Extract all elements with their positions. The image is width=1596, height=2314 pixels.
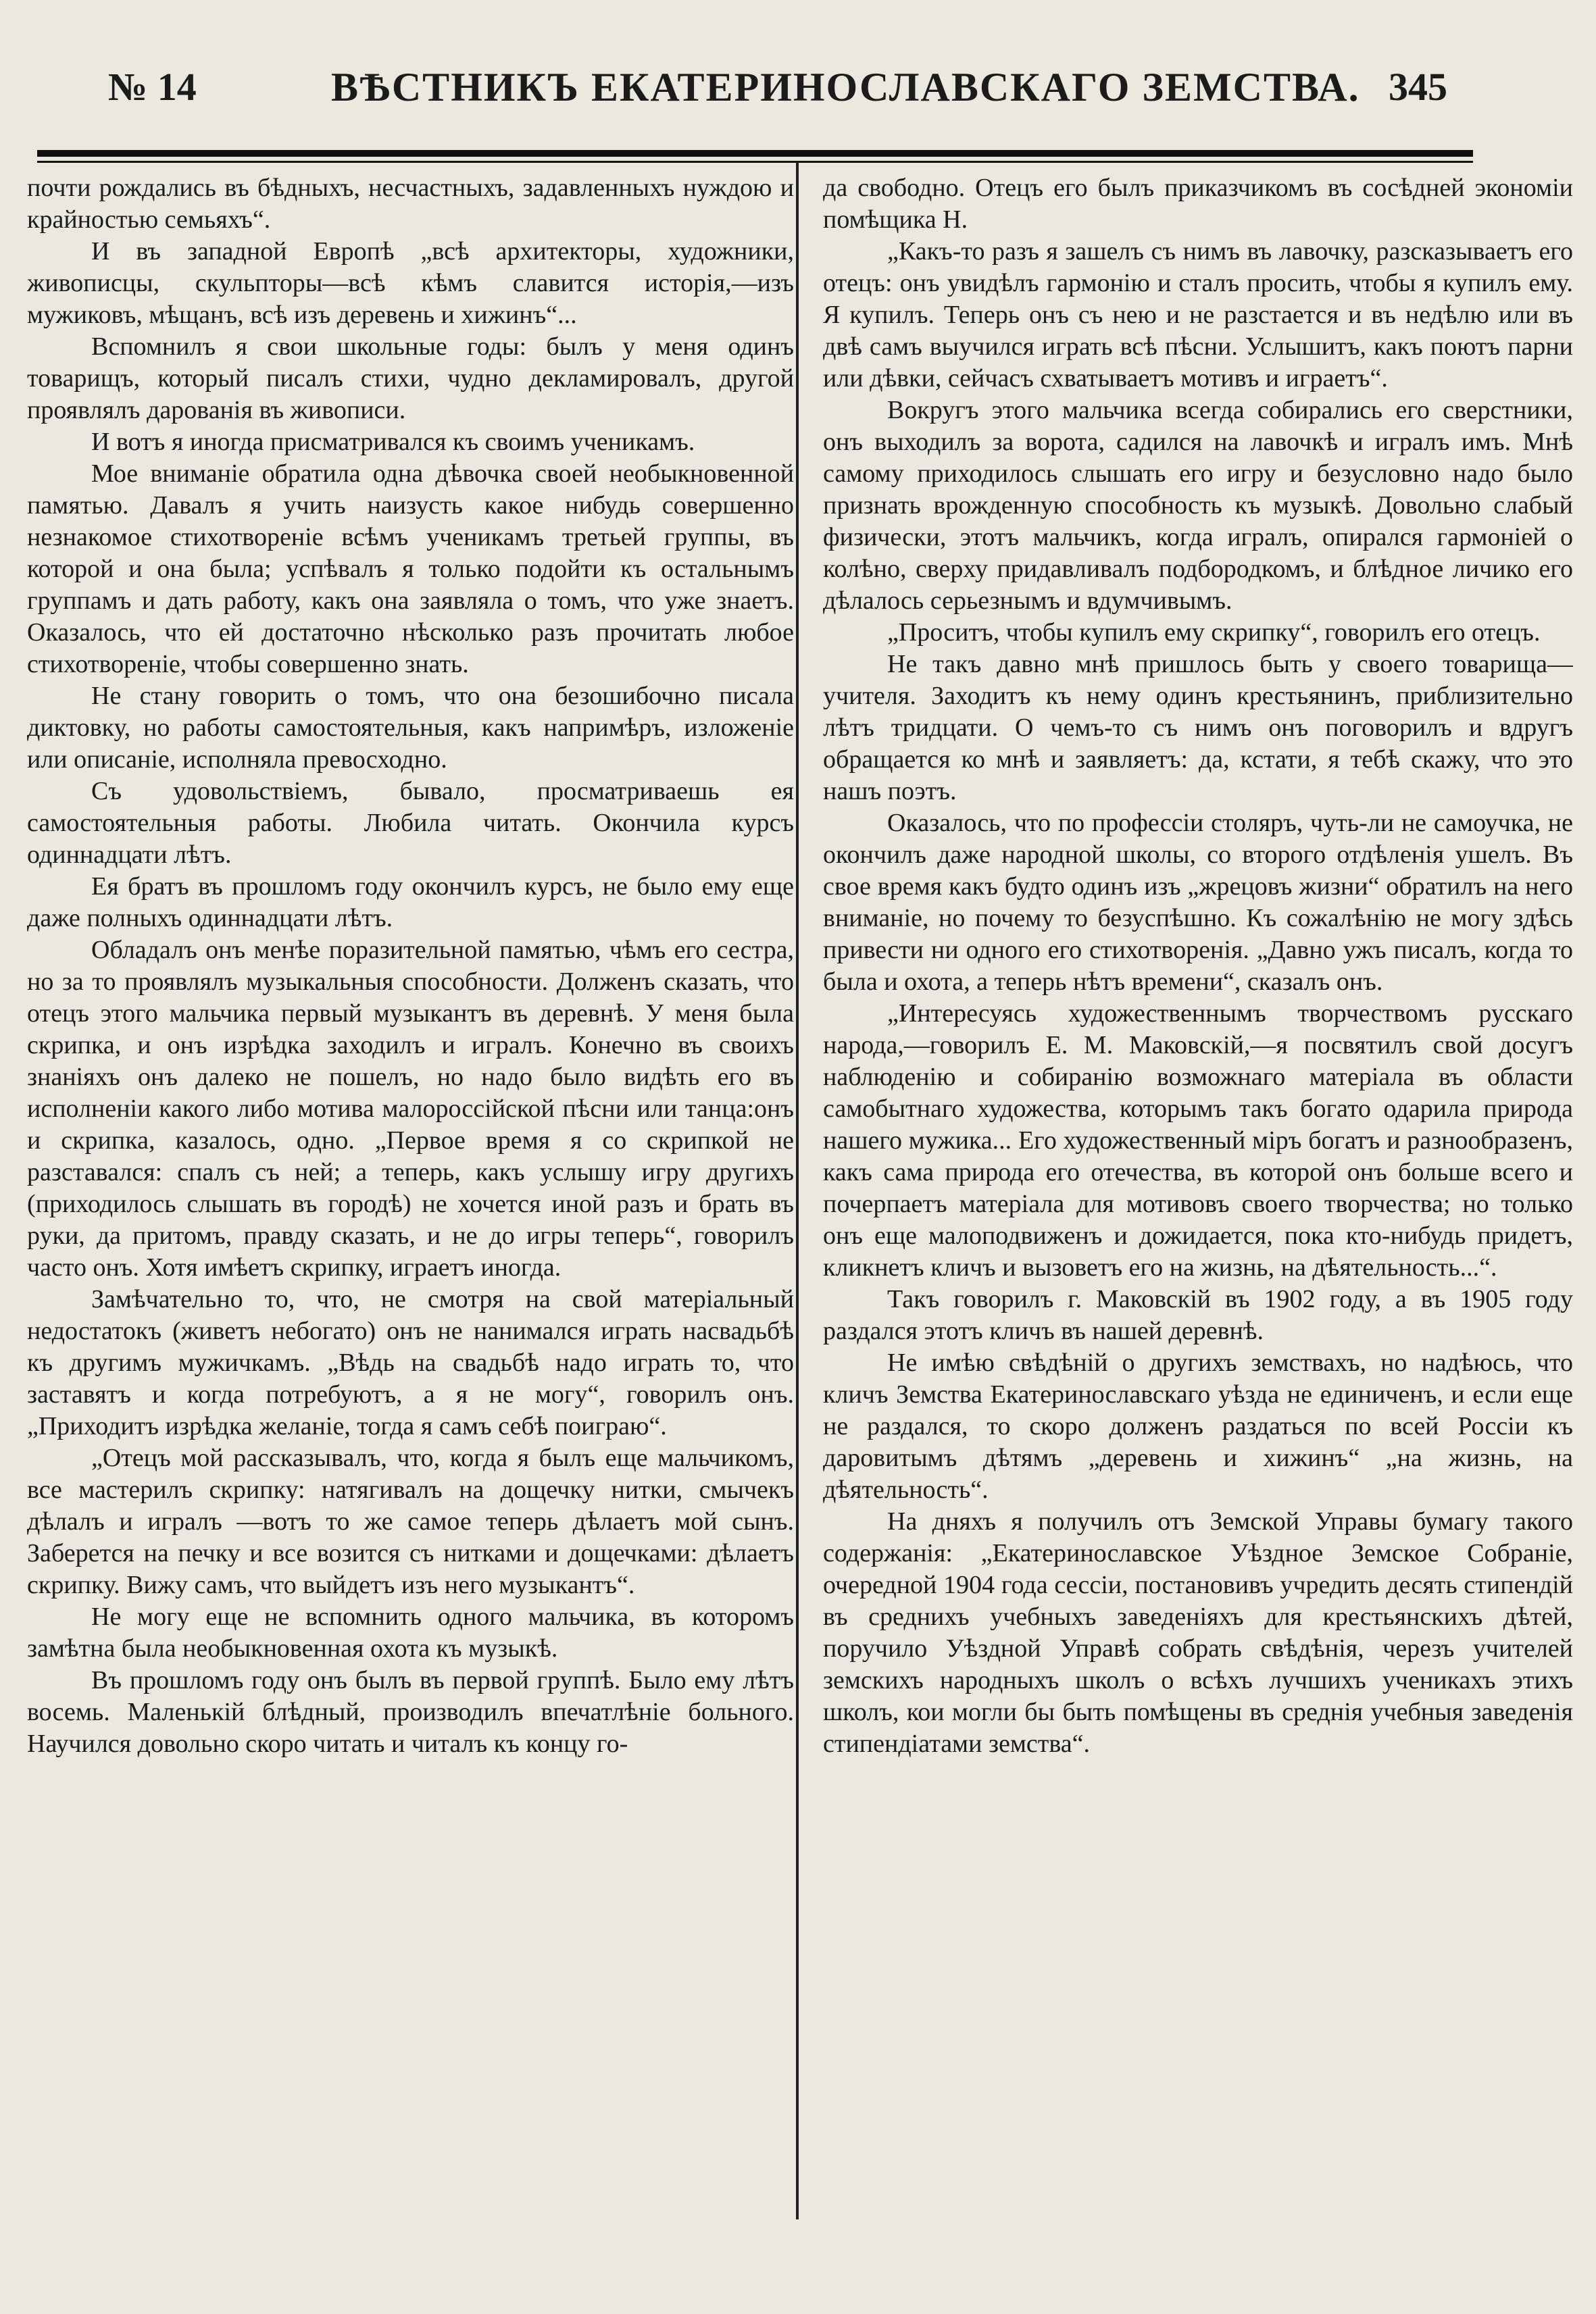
paragraph: „Отецъ мой рассказывалъ, что, когда я былъ еще мальчикомъ, все мастерилъ скрипку: натягивалъ на дощечку нитки, смычекъ дѣлалъ и игралъ —вотъ то же самое теперь дѣлаетъ мой сынъ. Заберется на печку и все возится съ нитками и дощечками: дѣлаетъ скрипку. Вижу самъ, что выйдетъ изъ него музыкантъ“.: [27, 1444, 794, 1599]
paragraph: „Проситъ, чтобы купилъ ему скрипку“, говорилъ его отецъ.: [887, 618, 1541, 647]
paragraph: Такъ говорилъ г. Маковскій въ 1902 году, а въ 1905 году раздался этотъ кличъ въ нашей деревнѣ.: [823, 1285, 1573, 1345]
paragraph: Не стану говорить о томъ, что она безошибочно писала диктовку, но работы самостоятельныя, какъ напримѣръ, изложеніе или описаніе, исполняла превосходно.: [27, 682, 794, 774]
paragraph: И въ западной Европѣ „всѣ архитекторы, художники, живописцы, скульпторы—всѣ кѣмъ славится исторія,—изъ мужиковъ, мѣщанъ, всѣ изъ деревень и хижинъ“...: [27, 237, 794, 329]
paragraph: На дняхъ я получилъ отъ Земской Управы бумагу такого содержанія: „Екатеринославское Уѣздное Земское Собраніе, очередной 1904 года сессіи, постановивъ учредить десять стипендій въ среднихъ учебныхъ заведеніяхъ для крестьянскихъ дѣтей, поручило Уѣздной Управѣ собрать свѣдѣнія, черезъ учителей земскихъ народныхъ школъ о всѣхъ лучшихъ ученикахъ этихъ школъ, кои могли бы быть помѣщены въ среднія учебныя заведенія стипендіатами земства“.: [823, 1507, 1573, 1758]
paragraph: „Интересуясь художественнымъ творчествомъ русскаго народа,—говорилъ Е. М. Маковскій,—я посвятилъ свой досугъ наблюденію и собиранію возможнаго матеріала въ области самобытнаго художества, которымъ такъ богато одарила природа нашего мужика... Его художественный міръ богатъ и разнообразенъ, какъ сама природа его отечества, въ которой онъ больше всего и почерпаетъ матеріала для мотивовъ своего творчества; но только онъ еще малоподвиженъ и дожидается, пока кто-нибудь придетъ, кликнетъ кличъ и вызоветъ его на жизнь, на дѣятельность...“.: [823, 999, 1573, 1282]
issue-number: № 14: [108, 65, 197, 109]
paragraph: Оказалось, что по профессіи столяръ, чуть-ли не самоучка, не окончилъ даже народной школы, со второго отдѣленія ушелъ. Въ свое время какъ будто одинъ изъ „жрецовъ жизни“ обратилъ на него вниманіе, но почему то безуспѣшно. Къ сожалѣнію не могу здѣсь привести ни одного его стихотворенія. „Давно ужъ писалъ, когда то была и охота, а теперь нѣтъ времени“, сказалъ онъ.: [823, 809, 1573, 996]
paragraph: „Какъ-то разъ я зашелъ съ нимъ въ лавочку, разсказываетъ его отецъ: онъ увидѣлъ гармонію и сталъ просить, чтобы я купилъ ему. Я купилъ. Теперь онъ съ нею и не разстается и въ недѣлю или въ двѣ самъ выучился играть всѣ пѣсни. Услышитъ, какъ поютъ парни или дѣвки, сейчасъ схватываетъ мотивъ и играетъ“.: [823, 237, 1573, 393]
header-rule-thin: [37, 161, 1473, 163]
paragraph: Вокругъ этого мальчика всегда собирались его сверстники, онъ выходилъ за ворота, садился на лавочкѣ и игралъ имъ. Мнѣ самому приходилось слышать его игру и безусловно надо было признать врожденную способность къ музыкѣ. Довольно слабый физически, этотъ мальчикъ, когда игралъ, опирался гармоніей о колѣно, сверху придавливалъ подбородкомъ, и блѣдное личико его дѣлалось серьезнымъ и вдумчивымъ.: [823, 396, 1573, 615]
paragraph: Обладалъ онъ менѣе поразительной памятью, чѣмъ его сестра, но за то проявлялъ музыкальныя способности. Долженъ сказать, что отецъ этого мальчика первый музыкантъ въ деревнѣ. У меня была скрипка, и онъ изрѣдка заходилъ и игралъ. Конечно въ своихъ знаніяхъ онъ далеко не пошелъ, но надо было видѣть его въ исполненіи какого либо мотива малороссійской пѣсни или танца:онъ и скрипка, казалось, одно. „Первое время я со скрипкой не разставался: спалъ съ ней; а теперь, какъ услышу игру другихъ (приходилось слышать въ городѣ) не хочется иной разъ и брать въ руки, да притомъ, правду сказать, и не до игры теперь“, говорилъ часто онъ. Хотя имѣетъ скрипку, играетъ иногда.: [27, 936, 794, 1282]
right-column: [823, 172, 1573, 2213]
paragraph: Мое вниманіе обратила одна дѣвочка своей необыкновенной памятью. Давалъ я учить наизусть какое нибудь совершенно незнакомое стихотвореніе всѣмъ ученикамъ третьей группы, въ которой и она была; успѣвалъ я только подойти къ остальнымъ группамъ и дать работу, какъ она заявляла о томъ, что уже знаетъ. Оказалось, что ей достаточно нѣсколько разъ прочитать любое стихотвореніе, чтобы совершенно знать.: [27, 459, 794, 678]
paragraph: Вспомнилъ я свои школьные годы: былъ у меня одинъ товарищъ, который писалъ стихи, чудно декламировалъ, другой проявлялъ дарованія въ живописи.: [27, 332, 794, 424]
paragraph: Съ удовольствіемъ, бывало, просматриваешь ея самостоятельныя работы. Любила читать. Окончила курсъ одиннадцати лѣтъ.: [27, 777, 794, 869]
paragraph: да свободно. Отецъ его былъ приказчикомъ въ сосѣдней экономіи помѣщика Н.: [823, 174, 1573, 234]
journal-title: ВѢСТНИКЪ ЕКАТЕРИНОСЛАВСКАГО ЗЕМСТВА.: [331, 65, 1360, 109]
paragraph: Не имѣю свѣдѣній о другихъ земствахъ, но надѣюсь, что кличъ Земства Екатеринославскаго уѣзда не единиченъ, и если еще не раздался, то скоро долженъ раздаться по всей Россіи къ даровитымъ дѣтямъ „деревень и хижинъ“ „на жизнь, на дѣятельность“.: [823, 1349, 1573, 1504]
page-number: 345: [1389, 65, 1447, 109]
paragraph: почти рождались въ бѣдныхъ, несчастныхъ, задавленныхъ нуждою и крайностью семьяхъ“.: [27, 174, 794, 234]
paragraph: Въ прошломъ году онъ былъ въ первой группѣ. Было ему лѣтъ восемь. Маленькій блѣдный, производилъ впечатлѣніе больного. Научился довольно скоро читать и читалъ къ концу го-: [27, 1666, 794, 1758]
header-rule-thick: [37, 150, 1473, 157]
paragraph: Не такъ давно мнѣ пришлось быть у своего товарища—учителя. Заходитъ къ нему одинъ крестьянинъ, приблизительно лѣтъ тридцати. О чемъ-то съ нимъ онъ поговорилъ и вдругъ обращается ко мнѣ и заявляетъ: да, кстати, я тебѣ скажу, что это нашъ поэтъ.: [823, 650, 1573, 805]
left-column: [27, 172, 794, 2213]
paragraph: Замѣчательно то, что, не смотря на свой матеріальный недостатокъ (живетъ небогато) онъ не нанимался играть насвадьбѣ къ другимъ мужичкамъ. „Вѣдь на свадьбѣ надо играть то, что заставятъ и когда потребуютъ, а я не могу“, говорилъ онъ. „Приходитъ изрѣдка желаніе, тогда я самъ себѣ поиграю“.: [27, 1285, 794, 1440]
column-divider: [796, 162, 799, 2219]
paragraph: Ея братъ въ прошломъ году окончилъ курсъ, не было ему еще даже полныхъ одиннадцати лѣтъ.: [27, 872, 794, 932]
page-header: [41, 64, 1470, 125]
paragraph: Не могу еще не вспомнить одного мальчика, въ которомъ замѣтна была необыкновенная охота къ музыкѣ.: [27, 1603, 794, 1663]
paragraph: И вотъ я иногда присматривался къ своимъ ученикамъ.: [91, 428, 695, 456]
